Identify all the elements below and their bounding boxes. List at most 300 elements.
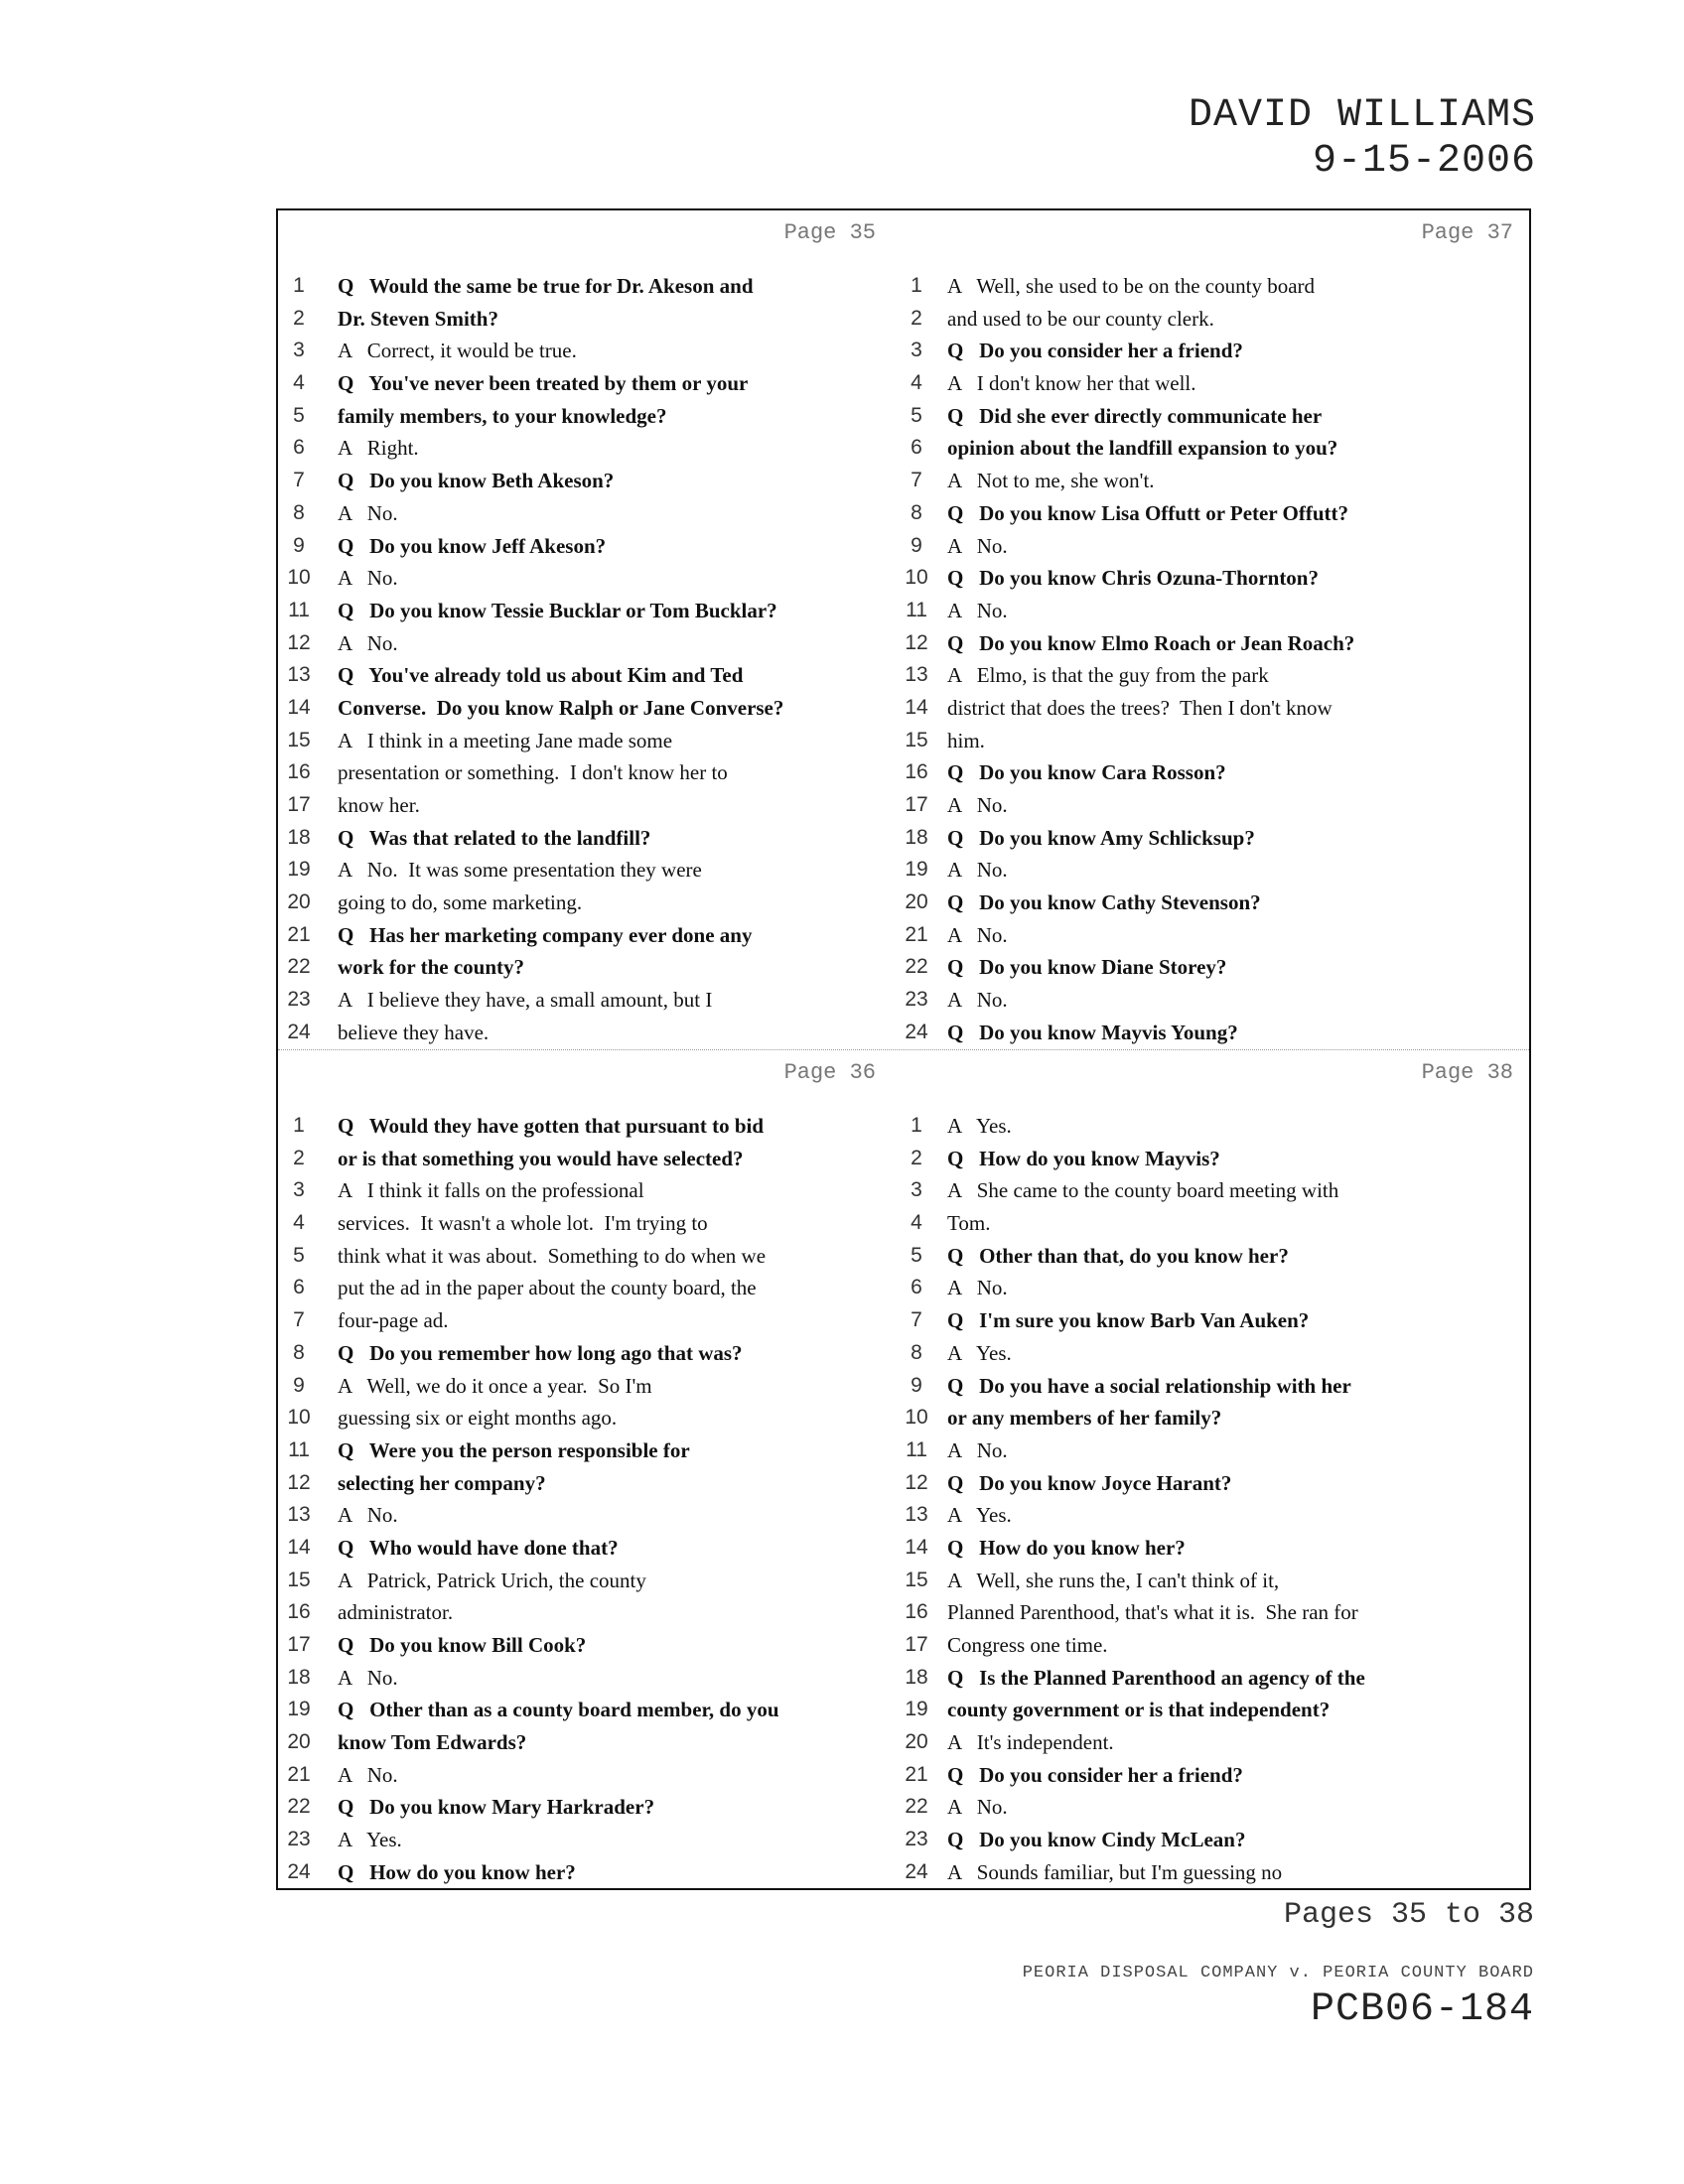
transcript-line: [906, 1110, 1533, 1143]
answer-text: A Yes.: [338, 1828, 402, 1852]
transcript-line: [906, 1304, 1533, 1337]
line-number: 14: [905, 1535, 928, 1559]
answer-text: A Sounds familiar, but I'm guessing no: [947, 1859, 1283, 1884]
line-number: 2: [911, 1146, 922, 1169]
line-number: 11: [906, 598, 927, 621]
transcript-line: [278, 367, 906, 400]
question-text: Converse. Do you know Ralph or Jane Converse?: [338, 695, 784, 720]
line-number: 1: [293, 1114, 305, 1137]
line-number: 4: [293, 1211, 305, 1235]
question-text: county government or is that independent?: [947, 1698, 1331, 1722]
line-number: 16: [287, 760, 311, 784]
answer-text: believe they have.: [338, 1020, 490, 1044]
line-number: 21: [287, 922, 311, 946]
transcript-line: [906, 1856, 1533, 1889]
transcript-line: [906, 692, 1533, 725]
answer-text: four-page ad.: [338, 1308, 449, 1333]
transcript-line: [278, 1565, 906, 1597]
line-number: 9: [911, 1373, 922, 1397]
transcript-line: [906, 659, 1533, 692]
question-text: Q Do you know Beth Akeson?: [338, 469, 615, 493]
line-number: 8: [911, 1340, 922, 1364]
transcript-line: [906, 951, 1533, 984]
line-number: 19: [287, 858, 311, 882]
transcript-line: [906, 1370, 1533, 1403]
transcript-line: [906, 1565, 1533, 1597]
answer-text: A I think it falls on the professional: [338, 1178, 644, 1203]
transcript-line: [906, 270, 1533, 303]
question-text: know Tom Edwards?: [338, 1730, 527, 1755]
line-number: 8: [293, 500, 305, 524]
question-text: selecting her company?: [338, 1470, 546, 1495]
transcript-line: [906, 1467, 1533, 1500]
page-37-panel: [906, 210, 1533, 1050]
line-number: 1: [911, 1114, 922, 1137]
answer-text: A No.: [338, 1762, 398, 1787]
line-number: 4: [293, 371, 305, 395]
question-text: Q Do you know Cara Rosson?: [947, 760, 1226, 785]
question-text: Q Do you know Cathy Stevenson?: [947, 890, 1261, 915]
answer-text: A No.: [338, 1503, 398, 1528]
question-text: Q Do you know Cindy McLean?: [947, 1828, 1246, 1852]
transcript-line: [278, 1304, 906, 1337]
pages-range: Pages 35 to 38: [1283, 1898, 1534, 1932]
line-number: 6: [911, 436, 922, 460]
line-number: 2: [911, 306, 922, 330]
transcript-line: [906, 627, 1533, 660]
transcript-line: [278, 1402, 906, 1434]
line-number: 21: [287, 1762, 311, 1786]
answer-text: A Well, she runs the, I can't think of it,: [947, 1568, 1280, 1592]
answer-text: A Well, she used to be on the county board: [947, 274, 1316, 298]
answer-text: A No.: [947, 598, 1008, 622]
line-number: 16: [905, 760, 928, 784]
line-number: 21: [905, 922, 928, 946]
transcript-line: [906, 984, 1533, 1017]
transcript-line: [278, 1174, 906, 1207]
transcript-line: [906, 1143, 1533, 1175]
answer-text: think what it was about. Something to do when we: [338, 1243, 767, 1268]
transcript-line: [906, 887, 1533, 919]
line-number: 1: [293, 274, 305, 297]
transcript-line: [278, 725, 906, 757]
transcript-line: [906, 562, 1533, 595]
line-number: 6: [293, 1276, 305, 1299]
transcript-line: [278, 887, 906, 919]
line-number: 1: [911, 274, 922, 297]
line-number: 22: [287, 1795, 311, 1819]
line-number: 23: [905, 988, 928, 1012]
transcript-line: [278, 1532, 906, 1565]
question-text: Q How do you know her?: [947, 1535, 1186, 1560]
answer-text: A I don't know her that well.: [947, 371, 1196, 396]
deposition-date: 9-15-2006: [1312, 139, 1536, 184]
transcript-line: [906, 756, 1533, 789]
answer-text: A I believe they have, a small amount, but I: [338, 988, 713, 1013]
transcript-line: [906, 919, 1533, 952]
transcript-line: [278, 1856, 906, 1889]
transcript-line: [906, 1434, 1533, 1467]
answer-text: A No.: [338, 630, 398, 655]
page-35-panel: [278, 210, 906, 1050]
line-number: 24: [905, 1020, 928, 1043]
page-36-panel: [278, 1050, 906, 1890]
transcript-line: [278, 1110, 906, 1143]
transcript-line: [906, 1791, 1533, 1824]
line-number: 20: [287, 1730, 311, 1754]
line-number: 11: [906, 1437, 927, 1461]
line-number: 12: [287, 1470, 311, 1494]
line-number: 17: [287, 793, 311, 816]
answer-text: A Yes.: [947, 1503, 1012, 1528]
answer-text: A No.: [947, 1276, 1008, 1300]
line-number: 10: [287, 566, 311, 590]
line-number: 8: [911, 500, 922, 524]
transcript-line: [906, 432, 1533, 465]
line-number: 11: [288, 1437, 310, 1461]
transcript-line: [278, 562, 906, 595]
line-number: 15: [287, 728, 311, 751]
answer-text: A I think in a meeting Jane made some: [338, 728, 673, 752]
line-number: 3: [293, 1178, 305, 1202]
transcript-line: [906, 1694, 1533, 1726]
answer-text: Congress one time.: [947, 1633, 1108, 1657]
line-number: 15: [905, 1568, 928, 1591]
answer-text: A Well, we do it once a year. So I'm: [338, 1373, 652, 1398]
transcript-line: [906, 335, 1533, 367]
question-text: or any members of her family?: [947, 1406, 1222, 1431]
transcript-line: [906, 725, 1533, 757]
question-text: family members, to your knowledge?: [338, 403, 667, 428]
transcript-line: [906, 1207, 1533, 1240]
line-number: 13: [905, 1503, 928, 1527]
answer-text: guessing six or eight months ago.: [338, 1406, 618, 1431]
answer-text: presentation or something. I don't know her to: [338, 760, 728, 785]
transcript-line: [278, 1240, 906, 1273]
page-36-lines: [278, 1110, 906, 1889]
answer-text: A No.: [947, 793, 1008, 817]
line-number: 3: [911, 339, 922, 362]
transcript-line: [906, 1272, 1533, 1304]
question-text: Q Do you have a social relationship with her: [947, 1373, 1351, 1398]
transcript-line: [278, 1662, 906, 1695]
page-35-title: Page 35: [783, 220, 876, 245]
line-number: 24: [287, 1859, 311, 1883]
line-number: 23: [905, 1828, 928, 1851]
question-text: Q Would the same be true for Dr. Akeson and: [338, 274, 754, 298]
line-number: 14: [287, 1535, 311, 1559]
line-number: 22: [905, 1795, 928, 1819]
line-number: 9: [911, 533, 922, 557]
transcript-line: [906, 1662, 1533, 1695]
transcript-line: [278, 1596, 906, 1629]
transcript-line: [906, 789, 1533, 822]
answer-text: A No.: [947, 988, 1008, 1013]
answer-text: A Yes.: [947, 1114, 1012, 1138]
answer-text: A Elmo, is that the guy from the park: [947, 663, 1269, 688]
transcript-line: [906, 1402, 1533, 1434]
line-number: 20: [905, 890, 928, 914]
transcript-line: [278, 822, 906, 855]
question-text: Q How do you know her?: [338, 1859, 576, 1884]
line-number: 5: [293, 1243, 305, 1267]
line-number: 17: [905, 793, 928, 816]
page-37-lines: [906, 270, 1533, 1049]
line-number: 9: [293, 533, 305, 557]
transcript-line: [278, 497, 906, 530]
line-number: 4: [911, 1211, 922, 1235]
question-text: Q Do you know Elmo Roach or Jean Roach?: [947, 630, 1355, 655]
line-number: 19: [287, 1698, 311, 1721]
question-text: Q Would they have gotten that pursuant to bid: [338, 1114, 765, 1138]
line-number: 17: [905, 1633, 928, 1656]
answer-text: A No.: [338, 566, 398, 591]
answer-text: A No.: [947, 1795, 1008, 1820]
question-text: Q Do you know Joyce Harant?: [947, 1470, 1232, 1495]
question-text: Q Do you know Chris Ozuna-Thornton?: [947, 566, 1319, 591]
question-text: Q Do you know Tessie Bucklar or Tom Bucklar?: [338, 598, 777, 622]
question-text: Q Was that related to the landfill?: [338, 825, 651, 850]
transcript-line: [906, 1174, 1533, 1207]
line-number: 2: [293, 1146, 305, 1169]
answer-text: A Patrick, Patrick Urich, the county: [338, 1568, 646, 1592]
answer-text: Tom.: [947, 1211, 991, 1236]
transcript-line: [278, 854, 906, 887]
transcript-line: [906, 1240, 1533, 1273]
line-number: 17: [287, 1633, 311, 1656]
answer-text: A No.: [947, 1437, 1008, 1462]
line-number: 13: [287, 663, 311, 687]
transcript-line: [278, 1467, 906, 1500]
line-number: 13: [287, 1503, 311, 1527]
page-38-lines: [906, 1110, 1533, 1889]
answer-text: A It's independent.: [947, 1730, 1114, 1755]
question-text: Q Do you know Amy Schlicksup?: [947, 825, 1255, 850]
transcript-line: [278, 1694, 906, 1726]
line-number: 5: [293, 403, 305, 427]
transcript-line: [278, 627, 906, 660]
transcript-line: [278, 1143, 906, 1175]
answer-text: put the ad in the paper about the county board, the: [338, 1276, 757, 1300]
line-number: 7: [911, 469, 922, 492]
question-text: Q Other than that, do you know her?: [947, 1243, 1289, 1268]
transcript-line: [278, 659, 906, 692]
answer-text: A No.: [338, 1665, 398, 1690]
line-number: 20: [905, 1730, 928, 1754]
transcript-line: [906, 1499, 1533, 1532]
answer-text: A She came to the county board meeting with: [947, 1178, 1339, 1203]
answer-text: him.: [947, 728, 985, 752]
transcript-line: [906, 595, 1533, 627]
transcript-line: [278, 465, 906, 497]
line-number: 5: [911, 1243, 922, 1267]
transcript-line: [906, 530, 1533, 563]
answer-text: administrator.: [338, 1600, 454, 1625]
transcript-line: [278, 1434, 906, 1467]
transcript-line: [278, 432, 906, 465]
question-text: Dr. Steven Smith?: [338, 306, 498, 331]
question-text: Q Did she ever directly communicate her: [947, 403, 1323, 428]
question-text: Q Do you know Mary Harkrader?: [338, 1795, 655, 1820]
question-text: Q How do you know Mayvis?: [947, 1146, 1220, 1170]
line-number: 18: [905, 1665, 928, 1689]
line-number: 8: [293, 1340, 305, 1364]
line-number: 22: [905, 955, 928, 979]
line-number: 23: [287, 988, 311, 1012]
answer-text: A Correct, it would be true.: [338, 339, 577, 363]
transcript-line: [906, 854, 1533, 887]
question-text: Q Is the Planned Parenthood an agency of the: [947, 1665, 1365, 1690]
line-number: 11: [288, 598, 310, 621]
answer-text: know her.: [338, 793, 420, 817]
line-number: 15: [905, 728, 928, 751]
question-text: Q Do you know Bill Cook?: [338, 1633, 587, 1657]
transcript-line: [906, 1759, 1533, 1792]
line-number: 20: [287, 890, 311, 914]
line-number: 3: [911, 1178, 922, 1202]
line-number: 5: [911, 403, 922, 427]
line-number: 21: [905, 1762, 928, 1786]
answer-text: A No. It was some presentation they were: [338, 858, 702, 883]
line-number: 14: [287, 695, 311, 719]
line-number: 19: [905, 1698, 928, 1721]
transcript-line: [906, 367, 1533, 400]
line-number: 19: [905, 858, 928, 882]
answer-text: going to do, some marketing.: [338, 890, 583, 915]
transcript-line: [906, 400, 1533, 433]
transcript-line: [278, 1499, 906, 1532]
question-text: Q You've never been treated by them or your: [338, 371, 749, 396]
line-number: 22: [287, 955, 311, 979]
docket-number: PCB06-184: [1310, 1987, 1534, 2032]
page-35-lines: [278, 270, 906, 1049]
line-number: 10: [905, 566, 928, 590]
question-text: Q Other than as a county board member, do you: [338, 1698, 779, 1722]
transcript-line: [278, 1017, 906, 1049]
question-text: work for the county?: [338, 955, 525, 980]
transcript-line: [906, 465, 1533, 497]
transcript-line: [906, 1337, 1533, 1370]
answer-text: district that does the trees? Then I don't know: [947, 695, 1333, 720]
line-number: 10: [287, 1406, 311, 1430]
answer-text: Planned Parenthood, that's what it is. She ran for: [947, 1600, 1358, 1625]
transcript-line: [906, 1824, 1533, 1856]
question-text: Q Has her marketing company ever done any: [338, 922, 753, 947]
question-text: Q Do you know Jeff Akeson?: [338, 533, 607, 558]
line-number: 6: [911, 1276, 922, 1299]
answer-text: A Not to me, she won't.: [947, 469, 1155, 493]
line-number: 6: [293, 436, 305, 460]
line-number: 12: [287, 630, 311, 654]
transcript-line: [278, 1337, 906, 1370]
answer-text: services. It wasn't a whole lot. I'm trying to: [338, 1211, 708, 1236]
line-number: 15: [287, 1568, 311, 1591]
question-text: Q Do you consider her a friend?: [947, 1762, 1243, 1787]
line-number: 7: [911, 1308, 922, 1332]
line-number: 4: [911, 371, 922, 395]
transcript-line: [278, 303, 906, 336]
line-number: 3: [293, 339, 305, 362]
transcript-line: [906, 822, 1533, 855]
line-number: 16: [287, 1600, 311, 1624]
line-number: 12: [905, 1470, 928, 1494]
line-number: 7: [293, 469, 305, 492]
question-text: Q Do you consider her a friend?: [947, 339, 1243, 363]
transcript-line: [906, 497, 1533, 530]
answer-text: A Right.: [338, 436, 419, 461]
question-text: Q Do you know Lisa Offutt or Peter Offutt?: [947, 500, 1349, 525]
line-number: 18: [905, 825, 928, 849]
transcript-line: [278, 789, 906, 822]
transcript-line: [278, 919, 906, 952]
question-text: opinion about the landfill expansion to you?: [947, 436, 1338, 461]
question-text: Q You've already told us about Kim and Ted: [338, 663, 744, 688]
answer-text: A No.: [947, 858, 1008, 883]
transcript-box: [276, 208, 1531, 1890]
transcript-line: [278, 270, 906, 303]
case-caption: PEORIA DISPOSAL COMPANY v. PEORIA COUNTY BOARD: [1022, 1964, 1534, 1982]
line-number: 18: [287, 825, 311, 849]
transcript-line: [278, 1726, 906, 1759]
answer-text: A No.: [947, 533, 1008, 558]
transcript-line: [906, 1532, 1533, 1565]
transcript-line: [278, 1824, 906, 1856]
transcript-line: [906, 1596, 1533, 1629]
transcript-line: [278, 1629, 906, 1662]
transcript-line: [278, 530, 906, 563]
answer-text: and used to be our county clerk.: [947, 306, 1214, 331]
transcript-line: [278, 1370, 906, 1403]
page-36-title: Page 36: [783, 1060, 876, 1085]
line-number: 16: [905, 1600, 928, 1624]
answer-text: A Yes.: [947, 1340, 1012, 1365]
deponent-name: DAVID WILLIAMS: [1188, 93, 1536, 138]
line-number: 24: [905, 1859, 928, 1883]
answer-text: A No.: [947, 922, 1008, 947]
answer-text: A No.: [338, 500, 398, 525]
transcript-line: [278, 400, 906, 433]
transcript-line: [906, 303, 1533, 336]
line-number: 2: [293, 306, 305, 330]
question-text: Q Do you know Diane Storey?: [947, 955, 1227, 980]
transcript-line: [906, 1726, 1533, 1759]
transcript-line: [278, 692, 906, 725]
transcript-line: [278, 1759, 906, 1792]
transcript-line: [278, 984, 906, 1017]
question-text: Q I'm sure you know Barb Van Auken?: [947, 1308, 1310, 1333]
transcript-line: [906, 1017, 1533, 1049]
page-38-title: Page 38: [1421, 1060, 1513, 1085]
transcript-line: [278, 951, 906, 984]
transcript-line: [278, 335, 906, 367]
question-text: Q Do you know Mayvis Young?: [947, 1020, 1238, 1044]
transcript-line: [906, 1629, 1533, 1662]
transcript-line: [278, 595, 906, 627]
transcript-line: [278, 756, 906, 789]
question-text: Q Who would have done that?: [338, 1535, 619, 1560]
question-text: or is that something you would have selected?: [338, 1146, 744, 1170]
question-text: Q Were you the person responsible for: [338, 1437, 690, 1462]
page-37-title: Page 37: [1421, 220, 1513, 245]
question-text: Q Do you remember how long ago that was?: [338, 1340, 743, 1365]
line-number: 7: [293, 1308, 305, 1332]
page-38-panel: [906, 1050, 1533, 1890]
line-number: 23: [287, 1828, 311, 1851]
transcript-line: [278, 1272, 906, 1304]
line-number: 24: [287, 1020, 311, 1043]
line-number: 10: [905, 1406, 928, 1430]
line-number: 12: [905, 630, 928, 654]
